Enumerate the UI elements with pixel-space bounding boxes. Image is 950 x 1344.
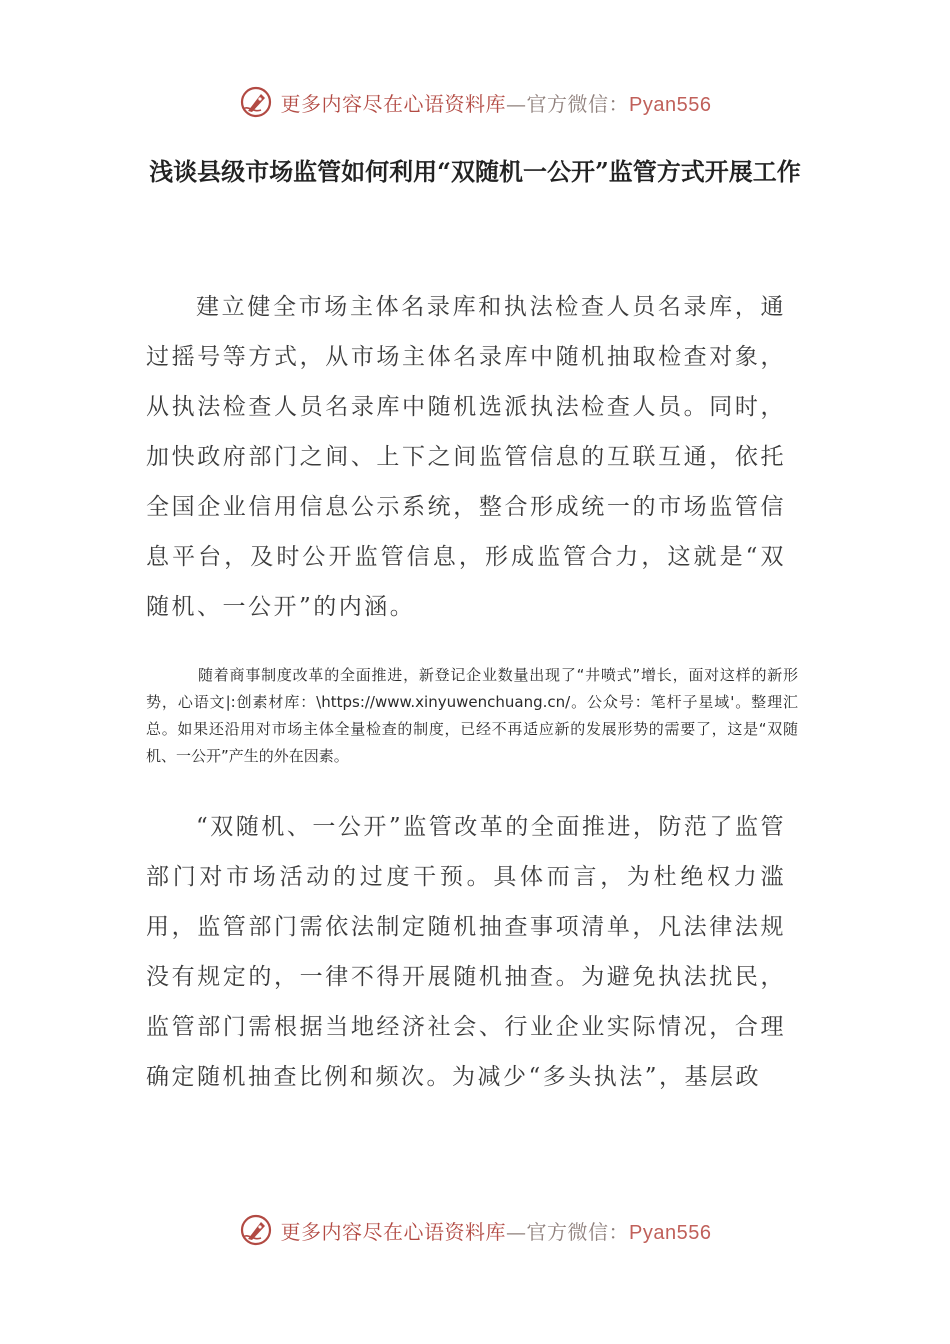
pen-nib-circle-icon xyxy=(239,1213,273,1247)
banner-dash: — xyxy=(506,1219,527,1244)
banner-text xyxy=(281,1216,712,1245)
banner-wechat-id: Pyan556 xyxy=(629,93,712,116)
note-paragraph: 随着商事制度改革的全面推进，新登记企业数量出现了“井喷式”增长，面对这样的新形势，心语文|:创素材库：\https://www.xinyuwenchuang.cn/。公众号：笔杆子星域'。整理汇总。如果还沿用对市场主体全量检查的制度，已经不再适应新的发展形势的需要了，这是“双随机、一公开”产生的外在因素。 xyxy=(146,666,798,765)
body-paragraph: 建立健全市场主体名录库和执法检查人员名录库，通过摇号等方式，从市场主体名录库中随机抽取检查对象，从执法检查人员名录库中随机选派执法检查人员。同时，加快政府部门之间、上下之间监管信息的互联互通，依托全国企业信用信息公示系统，整合形成统一的市场监管信息平台，及时公开监管信息，形成监管合力，这就是“双随机、一公开”的内涵。 xyxy=(146,294,786,620)
footer-banner xyxy=(0,1210,950,1250)
banner-main-text: 更多内容尽在心语资料库 xyxy=(280,91,507,116)
banner-main-text: 更多内容尽在心语资料库 xyxy=(280,1219,507,1244)
pen-nib-circle-icon xyxy=(239,85,273,119)
banner-text xyxy=(281,88,712,117)
header-banner xyxy=(0,82,950,122)
document-title: 浅谈县级市场监管如何利用“双随机一公开”监管方式开展工作 xyxy=(149,157,801,186)
banner-dash: — xyxy=(506,91,527,116)
body-paragraph: “双随机、一公开”监管改革的全面推进，防范了监管部门对市场活动的过度干预。具体而言，为杜绝权力滥用，监管部门需依法制定随机抽查事项清单，凡法律法规没有规定的，一律不得开展随机抽查。为避免执法扰民，监管部门需根据当地经济社会、行业企业实际情况，合理确定随机抽查比例和频次。为减少“多头执法”，基层政 xyxy=(146,814,786,1090)
banner-wechat-label: 官方微信： xyxy=(526,91,630,116)
banner-wechat-id: Pyan556 xyxy=(629,1221,712,1244)
banner-wechat-label: 官方微信： xyxy=(526,1219,630,1244)
